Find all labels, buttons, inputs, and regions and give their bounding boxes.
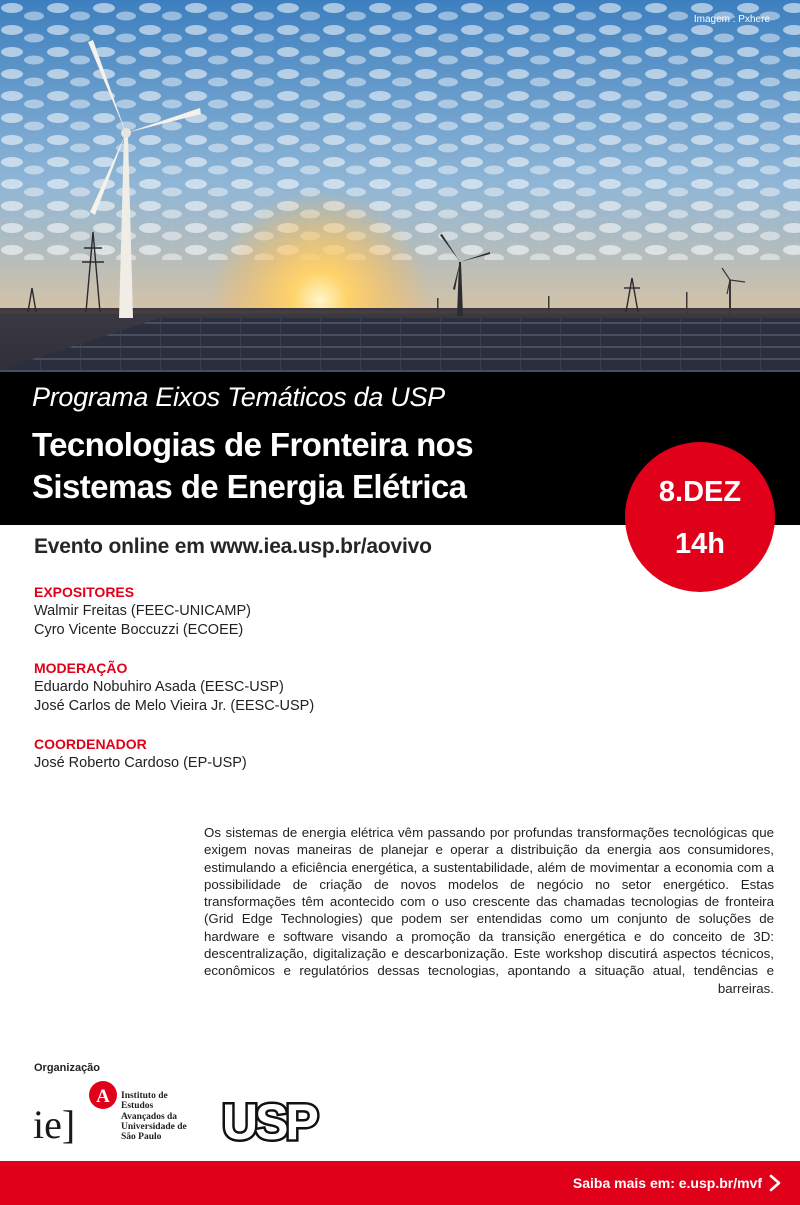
event-date: 8.DEZ bbox=[658, 476, 742, 508]
event-title-line-1: Tecnologias de Fronteira nos bbox=[32, 426, 473, 463]
person-name: Cyro Vicente Boccuzzi (ECOEE) bbox=[34, 622, 244, 638]
event-description: Os sistemas de energia elétrica vêm passando por profundas transformações tecnológicas que exigem novas maneiras de planejar e operar a distribuição da energia aos consumidores, estimulando a eficiência energética, a sustentabilidade, além de movimentar a economia com a possibilidade de criação de novos modelos de negócio no setor energético. Estas transformações têm acontecido com o uso crescente das chamadas tecnologias de fronteira (Grid Edge Technologies) que podem ser entendidas como um conjunto de soluções de hardware e software visando a promoção da transição energética e do conceito de 3D: descentralização, digitalização e descarbonização. Este workshop discutirá aspectos técnicos, econômicos e regulatórios dessas tecnologias, apontando a situação atual, tendências e barreiras. bbox=[204, 825, 774, 996]
section-title: EXPOSITORES bbox=[34, 584, 135, 600]
iea-logo-mark bbox=[32, 1080, 122, 1150]
usp-logo-text: USP bbox=[222, 1095, 316, 1145]
iea-name-line: Avançados da bbox=[121, 1111, 178, 1122]
iea-badge-letter: A bbox=[96, 1086, 110, 1107]
event-title-line-2: Sistemas de Energia Elétrica bbox=[32, 468, 467, 505]
image-credit: Imagem : Pxhere bbox=[693, 14, 770, 25]
person-name: José Roberto Cardoso (EP-USP) bbox=[34, 755, 247, 771]
iea-name-line: São Paulo bbox=[121, 1132, 162, 1143]
iea-name bbox=[121, 1091, 187, 1142]
event-title bbox=[32, 424, 612, 508]
footer-bar bbox=[0, 1161, 800, 1205]
online-event-link[interactable]: Evento online em www.iea.usp.br/aovivo bbox=[34, 535, 432, 558]
section-coordenador bbox=[34, 735, 594, 773]
section-title: COORDENADOR bbox=[34, 736, 147, 752]
person-name: Walmir Freitas (FEEC-UNICAMP) bbox=[34, 603, 251, 619]
event-time: 14h bbox=[675, 528, 725, 560]
iea-mark-text: ie] bbox=[33, 1102, 76, 1147]
section-expositores bbox=[34, 583, 594, 640]
organization-label: Organização bbox=[34, 1062, 101, 1074]
iea-name-line: Instituto de bbox=[121, 1091, 168, 1101]
section-title: MODERAÇÃO bbox=[34, 660, 128, 676]
more-info-link[interactable]: Saiba mais em: e.usp.br/mvf bbox=[572, 1175, 762, 1191]
person-name: José Carlos de Melo Vieira Jr. (EESC-USP) bbox=[34, 698, 315, 714]
person-name: Eduardo Nobuhiro Asada (EESC-USP) bbox=[34, 679, 284, 695]
iea-name-line: Universidade de bbox=[121, 1121, 187, 1132]
usp-logo[interactable] bbox=[222, 1095, 342, 1145]
section-moderacao bbox=[34, 659, 594, 716]
participants-list bbox=[34, 583, 594, 792]
date-badge bbox=[625, 442, 775, 592]
program-name: Programa Eixos Temáticos da USP bbox=[32, 382, 445, 412]
chevron-right-icon[interactable] bbox=[768, 1174, 782, 1192]
usp-logo-mark bbox=[222, 1095, 342, 1145]
iea-name-line: Estudos bbox=[121, 1101, 154, 1112]
